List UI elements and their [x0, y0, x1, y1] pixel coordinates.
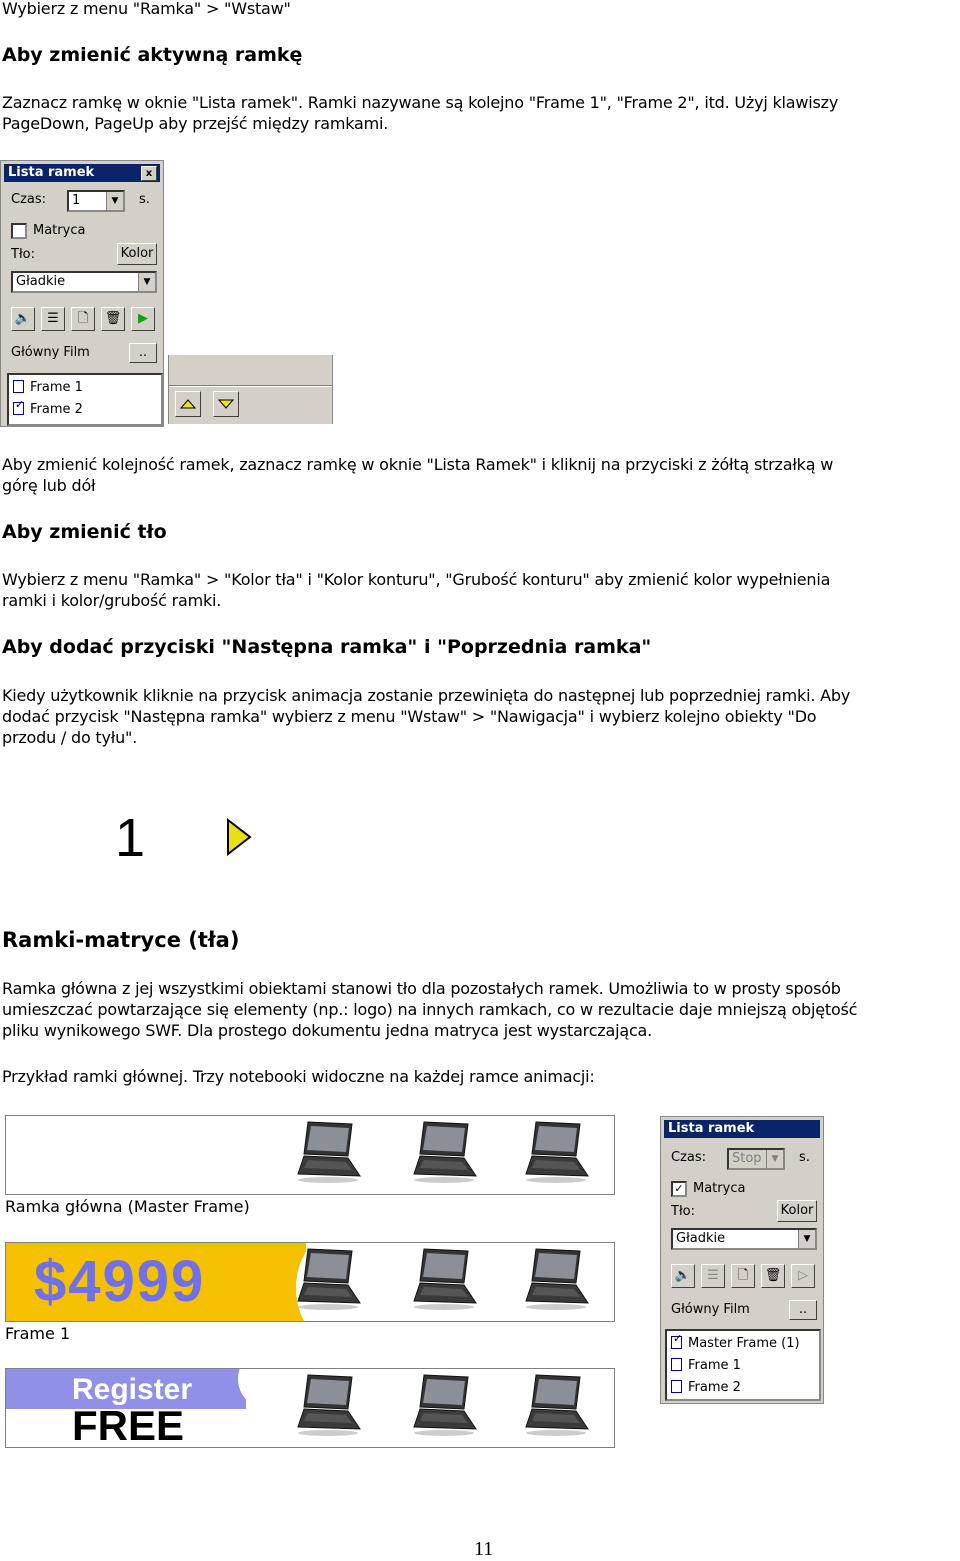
close-button[interactable]: x: [141, 166, 157, 181]
laptop-image: [410, 1371, 474, 1433]
new-frame-icon[interactable]: 🗋: [731, 1264, 755, 1288]
properties-icon[interactable]: ☰: [701, 1264, 725, 1288]
czas-label: Czas:: [671, 1150, 707, 1165]
panel-titlebar: [4, 164, 160, 182]
kolor-button[interactable]: Kolor: [117, 243, 157, 265]
background-select[interactable]: [671, 1228, 817, 1250]
chevron-down-icon: ▼: [138, 273, 155, 291]
move-up-button[interactable]: [175, 391, 201, 417]
matryca-label: Matryca: [693, 1181, 746, 1196]
list-item[interactable]: [13, 402, 83, 417]
list-item-label: Master Frame (1): [688, 1336, 800, 1351]
panel-titlebar: [664, 1120, 820, 1138]
matryca-checkbox[interactable]: ✓: [671, 1181, 687, 1197]
czas-value: 1: [72, 193, 81, 208]
frame-list[interactable]: [665, 1329, 821, 1401]
reorder-panel: [168, 355, 333, 424]
paragraph: pliku wynikowego SWF. Dla prostego dokumentu jedna matryca jest wystarczająca.: [2, 1021, 653, 1040]
paragraph: górę lub dół: [2, 476, 96, 495]
frame-list[interactable]: [7, 373, 163, 426]
background-value: Gładkie: [676, 1231, 726, 1246]
panel-title: Lista ramek: [668, 1121, 755, 1136]
czas-value: Stop: [732, 1151, 762, 1166]
list-item-label: Frame 1: [688, 1358, 741, 1373]
free-text: FREE: [72, 1402, 185, 1448]
list-item[interactable]: [671, 1380, 741, 1395]
seconds-label: s.: [799, 1150, 810, 1165]
page-number: 11: [474, 1538, 494, 1560]
list-item[interactable]: [671, 1358, 741, 1373]
czas-select[interactable]: [727, 1148, 785, 1170]
matryca-label: Matryca: [33, 223, 86, 238]
laptop-image: [522, 1118, 586, 1180]
document-check-icon: [13, 402, 24, 415]
arrow-down-icon: [214, 392, 238, 416]
sound-icon[interactable]: 🔈: [11, 307, 35, 331]
document-check-icon: [671, 1336, 682, 1349]
frame1-caption: Frame 1: [5, 1324, 71, 1343]
paragraph: Wybierz z menu "Ramka" > "Kolor tła" i "Kolor konturu", "Grubość konturu" aby zmienić kolor wypełnienia: [2, 570, 831, 589]
browse-button[interactable]: ..: [789, 1300, 817, 1320]
czas-label: Czas:: [11, 192, 47, 207]
laptop-image: [294, 1245, 358, 1307]
list-item-label: Frame 2: [688, 1380, 741, 1395]
paragraph: Ramka główna z jej wszystkimi obiektami stanowi tło dla pozostałych ramek. Umożliwia to w prosty sposób: [2, 979, 841, 998]
background-value: Gładkie: [16, 274, 66, 289]
frame-list-panel-master: [660, 1116, 824, 1404]
chevron-down-icon: ▼: [798, 1230, 815, 1248]
play-icon[interactable]: ▶: [131, 307, 155, 331]
document-icon: [671, 1358, 682, 1371]
browse-button[interactable]: ..: [129, 343, 157, 363]
heading-active-frame: Aby zmienić aktywną ramkę: [2, 44, 303, 66]
document-icon: [671, 1380, 682, 1393]
laptop-image: [294, 1371, 358, 1433]
main-movie-label: Główny Film: [671, 1302, 750, 1317]
background-select[interactable]: [11, 271, 157, 293]
list-item-label: Frame 1: [30, 380, 83, 395]
delete-icon[interactable]: 🗑: [101, 307, 125, 331]
master-frame-caption: Ramka główna (Master Frame): [5, 1197, 250, 1216]
move-down-button[interactable]: [213, 391, 239, 417]
chevron-down-icon: ▼: [766, 1150, 783, 1168]
seconds-label: s.: [139, 192, 150, 207]
czas-select[interactable]: [67, 190, 125, 212]
kolor-button[interactable]: Kolor: [777, 1200, 817, 1222]
new-frame-icon[interactable]: 🗋: [71, 307, 95, 331]
laptop-image: [522, 1245, 586, 1307]
frame-number: 1: [115, 808, 146, 868]
paragraph: Zaznacz ramkę w oknie "Lista ramek". Ramki nazywane są kolejno "Frame 1", "Frame 2", itd. Użyj klawiszy: [2, 93, 839, 112]
panel-title: Lista ramek: [8, 165, 95, 180]
paragraph: przodu / do tyłu".: [2, 728, 138, 747]
play-icon[interactable]: ▷: [791, 1264, 815, 1288]
tlo-label: Tło:: [671, 1204, 695, 1219]
list-item[interactable]: [671, 1336, 800, 1351]
paragraph: Kiedy użytkownik kliknie na przycisk animacja zostanie przewinięta do następnej lub poprzedniej ramki. Aby: [2, 686, 851, 705]
laptop-image: [294, 1118, 358, 1180]
delete-icon[interactable]: 🗑: [761, 1264, 785, 1288]
top-line: Wybierz z menu "Ramka" > "Wstaw": [2, 0, 291, 18]
list-item[interactable]: [13, 380, 83, 395]
tlo-label: Tło:: [11, 247, 35, 262]
paragraph: Aby zmienić kolejność ramek, zaznacz ramkę w oknie "Lista Ramek" i kliknij na przyciski z żółtą strzałką w: [2, 455, 834, 474]
frame-list-panel: [0, 160, 164, 427]
heading-background: Aby zmienić tło: [2, 521, 167, 543]
paragraph: PageDown, PageUp aby przejść między ramkami.: [2, 114, 389, 133]
document-icon: [13, 380, 24, 393]
main-movie-label: Główny Film: [11, 345, 90, 360]
matryca-checkbox[interactable]: [11, 223, 27, 239]
laptop-image: [522, 1371, 586, 1433]
register-text: Register: [72, 1373, 193, 1406]
list-item-label: Frame 2: [30, 402, 83, 417]
next-frame-arrow-icon[interactable]: [226, 818, 252, 856]
paragraph: dodać przycisk "Następna ramka" wybierz z menu "Wstaw" > "Nawigacja" i wybierz kolejno obiekty "Do: [2, 707, 817, 726]
paragraph: ramki i kolor/grubość ramki.: [2, 591, 222, 610]
laptop-image: [410, 1245, 474, 1307]
heading-master-frames: Ramki-matryce (tła): [2, 928, 240, 952]
paragraph: Przykład ramki głównej. Trzy notebooki widoczne na każdej ramce animacji:: [2, 1067, 595, 1086]
laptop-image: [410, 1118, 474, 1180]
properties-icon[interactable]: ☰: [41, 307, 65, 331]
arrow-up-icon: [176, 392, 200, 416]
heading-nav-buttons: Aby dodać przyciski "Następna ramka" i "Poprzednia ramka": [2, 636, 652, 658]
paragraph: umieszczać powtarzające się elementy (np.: logo) na innych ramkach, co w rezultacie daje mniejszą objętość: [2, 1000, 858, 1019]
price-text: $4999: [34, 1249, 206, 1314]
chevron-down-icon: ▼: [106, 192, 123, 210]
sound-icon[interactable]: 🔈: [671, 1264, 695, 1288]
